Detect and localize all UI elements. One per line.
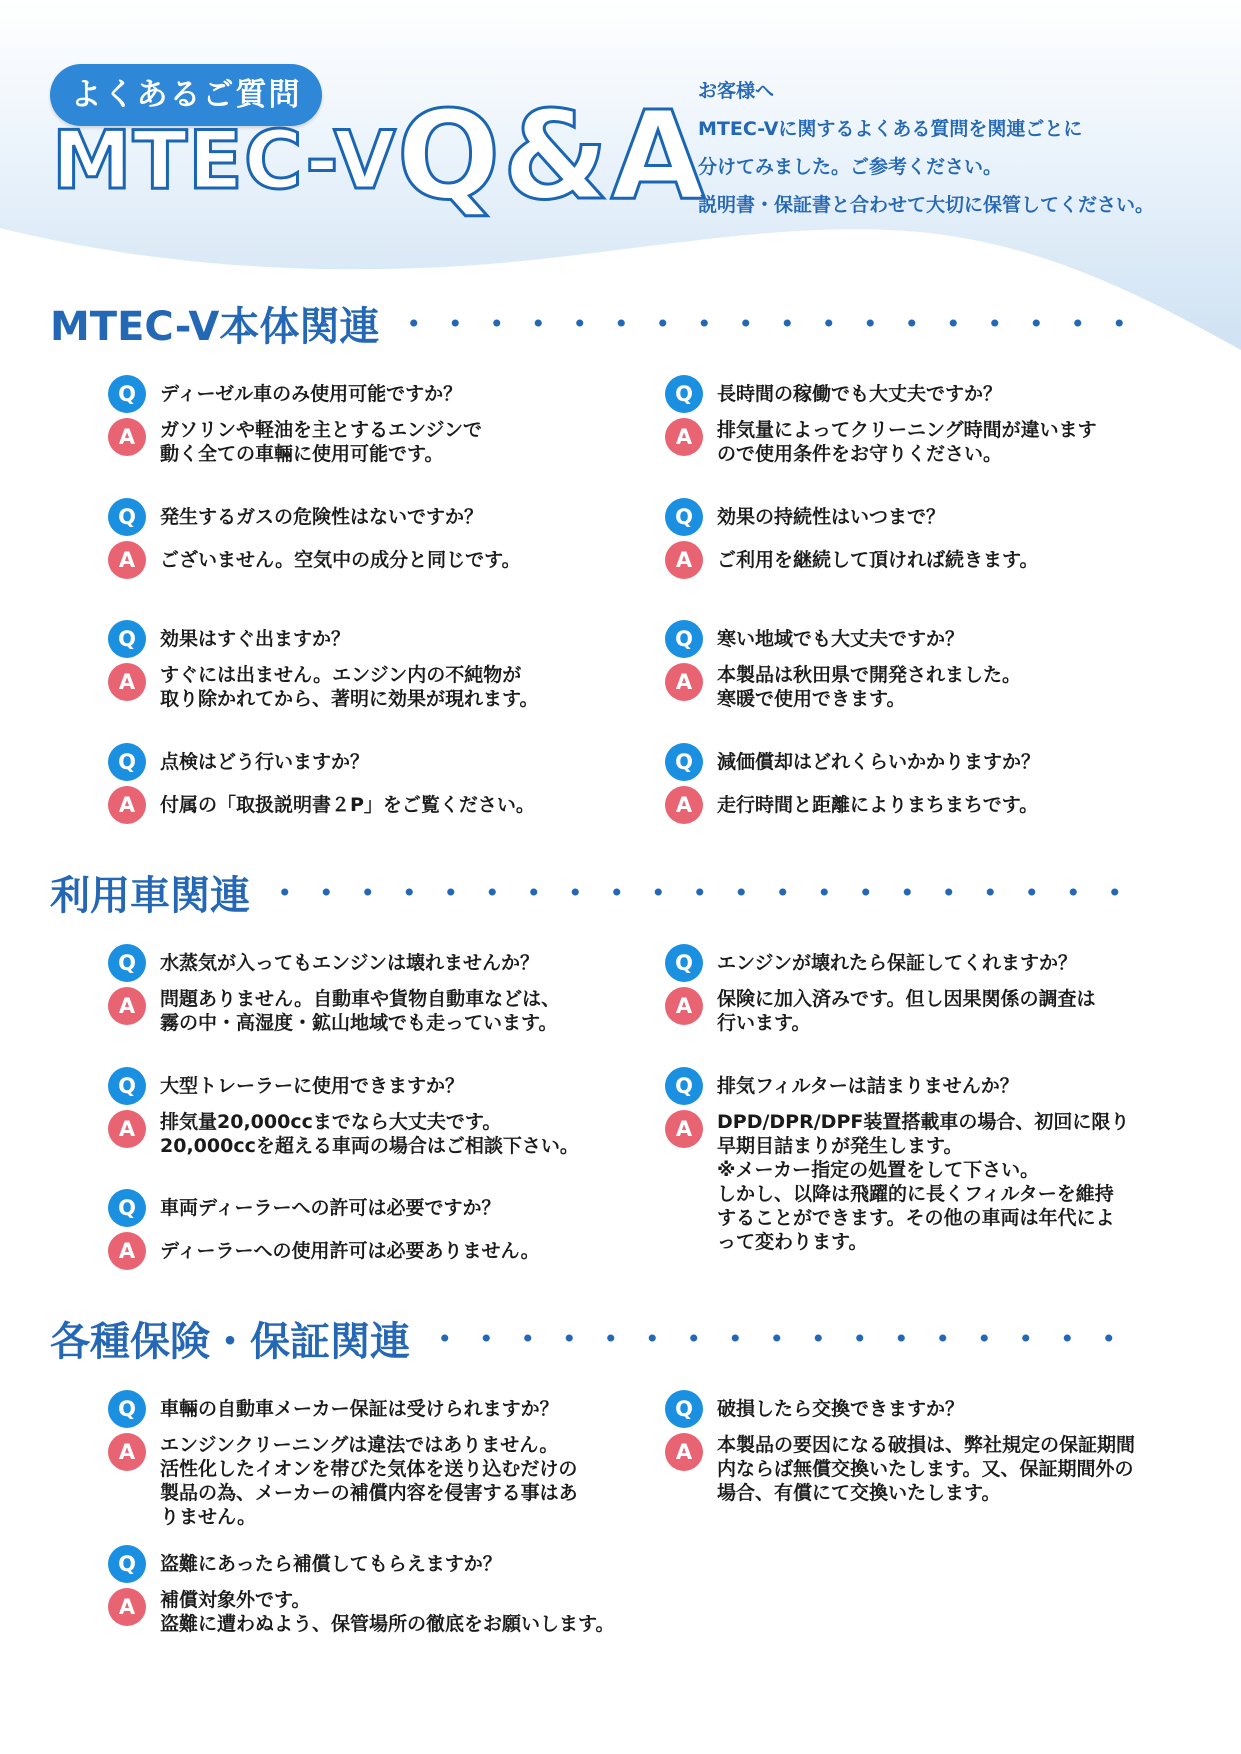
- question-badge-icon: Q: [665, 944, 703, 982]
- answer-line: 行います。: [717, 1012, 811, 1034]
- qa-item: [108, 743, 628, 824]
- question-row: [665, 375, 1185, 413]
- answer-line: 問題ありません。自動車や貨物自動車などは、: [160, 988, 561, 1010]
- title-qa: Q&A: [396, 85, 708, 227]
- answer-text: [717, 987, 1095, 1035]
- question-text: 点検はどう行いますか？: [160, 751, 370, 773]
- answer-text: [717, 1433, 1135, 1505]
- answer-line: って変わります。: [717, 1231, 868, 1253]
- question-row: [665, 944, 1185, 982]
- question-badge-icon: Q: [665, 375, 703, 413]
- answer-badge-icon: A: [108, 663, 146, 701]
- answer-line: 動く全ての車輛に使用可能です。: [160, 443, 444, 465]
- question-badge-icon: Q: [665, 743, 703, 781]
- answer-row: [108, 1110, 628, 1158]
- question-text: 発生するガスの危険性はないですか？: [160, 506, 484, 528]
- question-row: [108, 1067, 628, 1105]
- section-title-vehicles: [50, 864, 1130, 920]
- answer-line: することができます。その他の車両は年代によ: [717, 1207, 1115, 1229]
- section-title-insurance: [50, 1310, 1130, 1366]
- answer-row: [665, 987, 1185, 1035]
- question-row: [665, 1067, 1185, 1105]
- question-badge-icon: Q: [665, 1067, 703, 1105]
- answer-text: [717, 786, 1038, 824]
- answer-row: [665, 1433, 1185, 1505]
- answer-line: DPD/DPR/DPF装置搭載車の場合、初回に限り: [717, 1111, 1130, 1133]
- answer-badge-icon: A: [665, 1110, 703, 1148]
- question-text: 大型トレーラーに使用できますか？: [160, 1075, 465, 1097]
- answer-badge-icon: A: [108, 418, 146, 456]
- answer-row: [108, 786, 628, 824]
- section-title-text: MTEC-V本体関連: [50, 303, 380, 350]
- answer-text: [160, 786, 535, 824]
- answer-row: [665, 541, 1185, 579]
- qa-item: [665, 743, 1185, 824]
- answer-text: [160, 1433, 578, 1529]
- question-text: 寒い地域でも大丈夫ですか？: [717, 628, 965, 650]
- answer-text: [160, 1110, 579, 1158]
- answer-text: [160, 1588, 614, 1636]
- answer-badge-icon: A: [108, 541, 146, 579]
- answer-badge-icon: A: [108, 1110, 146, 1148]
- answer-line: 早期目詰まりが発生します。: [717, 1135, 963, 1157]
- answer-line: 製品の為、メーカーの補償内容を侵害する事はあ: [160, 1482, 578, 1504]
- answer-text: [160, 987, 560, 1035]
- dotted-leader: [264, 888, 1130, 896]
- intro-line: 分けてみました。ご参考ください。: [698, 156, 1003, 178]
- answer-row: [108, 1232, 628, 1270]
- answer-row: [108, 1588, 628, 1636]
- answer-line: 付属の「取扱説明書２P」をご覧ください。: [160, 794, 535, 816]
- faq-pill-label: よくあるご質問: [50, 64, 322, 126]
- intro-line: MTEC-Vに関するよくある質問を関連ごとに: [698, 118, 1083, 140]
- question-text: 長時間の稼働でも大丈夫ですか？: [717, 383, 1003, 405]
- question-text: 効果はすぐ出ますか？: [160, 628, 351, 650]
- qa-item: [108, 620, 628, 711]
- qa-item: [665, 620, 1185, 711]
- question-text: 破損したら交換できますか？: [717, 1398, 965, 1420]
- question-text: 水蒸気が入ってもエンジンは壊れませんか？: [160, 952, 540, 974]
- question-row: [108, 944, 628, 982]
- answer-badge-icon: A: [108, 786, 146, 824]
- question-row: [108, 498, 628, 536]
- question-row: [665, 743, 1185, 781]
- answer-line: すぐには出ません。エンジン内の不純物が: [160, 664, 522, 686]
- answer-line: ※メーカー指定の処置をして下さい。: [717, 1159, 1040, 1181]
- answer-line: 本製品の要因になる破損は、弊社規定の保証期間: [717, 1434, 1136, 1456]
- question-badge-icon: Q: [108, 375, 146, 413]
- answer-line: ガソリンや軽油を主とするエンジンで: [160, 419, 483, 441]
- qa-item: [665, 498, 1185, 579]
- qa-item: [665, 375, 1185, 466]
- answer-row: [665, 663, 1185, 711]
- answer-badge-icon: A: [108, 1433, 146, 1471]
- answer-text: [717, 663, 1021, 711]
- answer-badge-icon: A: [108, 1588, 146, 1626]
- answer-line: 霧の中・高湿度・鉱山地域でも走っています。: [160, 1012, 558, 1034]
- question-row: [108, 620, 628, 658]
- answer-row: [665, 418, 1185, 466]
- question-badge-icon: Q: [108, 944, 146, 982]
- question-badge-icon: Q: [108, 1390, 146, 1428]
- answer-line: 保険に加入済みです。但し因果関係の調査は: [717, 988, 1096, 1010]
- question-badge-icon: Q: [108, 743, 146, 781]
- answer-text: [717, 541, 1038, 579]
- answer-line: りません。: [160, 1506, 257, 1528]
- answer-row: [108, 1433, 628, 1529]
- intro-message: [698, 72, 1218, 224]
- qa-item: [108, 498, 628, 579]
- answer-line: しかし、以降は飛躍的に長くフィルターを維持: [717, 1183, 1114, 1205]
- answer-row: [108, 663, 628, 711]
- answer-text: [160, 663, 538, 711]
- question-text: 減価償却はどれくらいかかりますか？: [717, 751, 1041, 773]
- intro-line: 説明書・保証書と合わせて大切に保管してください。: [698, 194, 1155, 216]
- answer-badge-icon: A: [665, 786, 703, 824]
- answer-line: エンジンクリーニングは違法ではありません。: [160, 1434, 559, 1456]
- answer-line: 走行時間と距離によりまちまちです。: [717, 794, 1039, 816]
- question-row: [108, 1390, 628, 1428]
- question-badge-icon: Q: [665, 1390, 703, 1428]
- answer-line: 本製品は秋田県で開発されました。: [717, 664, 1022, 686]
- answer-row: [665, 786, 1185, 824]
- qa-item: [108, 944, 628, 1035]
- answer-row: [108, 541, 628, 579]
- answer-line: 盗難に遭わぬよう、保管場所の徹底をお願いします。: [160, 1613, 615, 1635]
- intro-line: お客様へ: [698, 80, 775, 102]
- question-badge-icon: Q: [108, 1067, 146, 1105]
- answer-line: 取り除かれてから、著明に効果が現れます。: [160, 688, 539, 710]
- answer-row: [108, 987, 628, 1035]
- question-badge-icon: Q: [665, 620, 703, 658]
- answer-badge-icon: A: [665, 418, 703, 456]
- section-title-text: 利用車関連: [50, 872, 250, 919]
- question-badge-icon: Q: [665, 498, 703, 536]
- question-text: 排気フィルターは詰まりませんか？: [717, 1075, 1019, 1097]
- question-row: [108, 1189, 628, 1227]
- qa-item: [108, 1390, 628, 1529]
- answer-line: 排気量20,000ccまでなら大丈夫です。: [160, 1111, 502, 1133]
- question-badge-icon: Q: [108, 498, 146, 536]
- qa-item: [108, 375, 628, 466]
- answer-line: 補償対象外です。: [160, 1589, 311, 1611]
- dotted-leader: [393, 319, 1130, 327]
- question-text: 車両ディーラーへの許可は必要ですか？: [160, 1197, 501, 1219]
- answer-line: 場合、有償にて交換いたします。: [717, 1482, 1001, 1504]
- question-badge-icon: Q: [108, 1189, 146, 1227]
- qa-item: [108, 1067, 628, 1158]
- answer-line: 内ならば無償交換いたします。又、保証期間外の: [717, 1458, 1134, 1480]
- question-row: [665, 620, 1185, 658]
- answer-row: [665, 1110, 1185, 1254]
- answer-line: 活性化したイオンを帯びた気体を送り込むだけの: [160, 1458, 578, 1480]
- title-product-name: MTEC-V: [52, 114, 397, 207]
- answer-badge-icon: A: [665, 987, 703, 1025]
- answer-line: ご利用を継続して頂ければ続きます。: [717, 549, 1039, 571]
- qa-item: [665, 944, 1185, 1035]
- question-text: ディーゼル車のみ使用可能ですか？: [160, 383, 463, 405]
- answer-line: ので使用条件をお守りください。: [717, 443, 1003, 465]
- qa-item: [108, 1545, 628, 1636]
- dotted-leader: [424, 1334, 1130, 1342]
- answer-line: ディーラーへの使用許可は必要ありません。: [160, 1240, 540, 1262]
- question-badge-icon: Q: [108, 1545, 146, 1583]
- qa-item: [108, 1189, 628, 1270]
- question-row: [108, 1545, 628, 1583]
- answer-badge-icon: A: [665, 541, 703, 579]
- section-title-text: 各種保険・保証関連: [50, 1318, 410, 1365]
- answer-badge-icon: A: [108, 987, 146, 1025]
- answer-badge-icon: A: [665, 1433, 703, 1471]
- question-text: 効果の持続性はいつまで？: [717, 506, 946, 528]
- section-title-body: [50, 295, 1130, 351]
- answer-text: [160, 418, 482, 466]
- answer-line: 寒暖で使用できます。: [717, 688, 906, 710]
- answer-line: ございません。空気中の成分と同じです。: [160, 549, 521, 571]
- question-row: [665, 498, 1185, 536]
- answer-row: [108, 418, 628, 466]
- qa-item: [665, 1067, 1185, 1254]
- question-text: エンジンが壊れたら保証してくれますか？: [717, 952, 1078, 974]
- answer-line: 20,000ccを超える車両の場合はご相談下さい。: [160, 1135, 579, 1157]
- answer-line: 排気量によってクリーニング時間が違います: [717, 419, 1097, 441]
- answer-text: [160, 1232, 540, 1270]
- answer-text: [717, 418, 1097, 466]
- question-badge-icon: Q: [108, 620, 146, 658]
- answer-badge-icon: A: [665, 663, 703, 701]
- question-row: [108, 375, 628, 413]
- question-text: 盗難にあったら補償してもらえますか？: [160, 1553, 502, 1575]
- question-text: 車輛の自動車メーカー保証は受けられますか？: [160, 1398, 559, 1420]
- answer-text: [717, 1110, 1129, 1254]
- question-row: [108, 743, 628, 781]
- question-row: [665, 1390, 1185, 1428]
- answer-badge-icon: A: [108, 1232, 146, 1270]
- qa-item: [665, 1390, 1185, 1505]
- answer-text: [160, 541, 521, 579]
